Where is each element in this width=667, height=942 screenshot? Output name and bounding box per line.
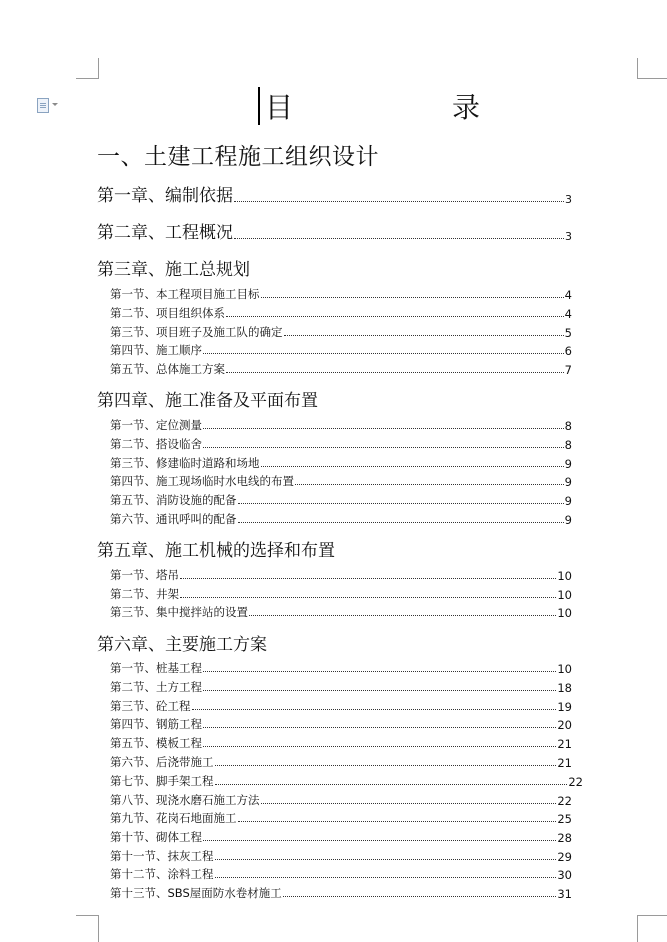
toc-dot-leader — [226, 372, 564, 373]
toc-dot-leader — [215, 784, 568, 785]
toc-title — [265, 88, 480, 124]
toc-entry-label: 第五节、总体施工方案 — [110, 362, 225, 376]
toc-section-entry[interactable] — [110, 885, 572, 901]
toc-entry-label: 第八节、现浇水磨石施工方法 — [110, 793, 260, 807]
toc-page-number: 25 — [557, 812, 572, 826]
toc-page-number: 10 — [557, 569, 572, 583]
toc-entry-label: 第五节、模板工程 — [110, 736, 202, 750]
toc-entry-label: 第三节、修建临时道路和场地 — [110, 456, 260, 470]
toc-entry-label: 第三节、砼工程 — [110, 699, 191, 713]
toc-dot-leader — [234, 201, 564, 202]
toc-entry-label: 第九节、花岗石地面施工 — [110, 811, 237, 825]
toc-entry-label: 第二节、土方工程 — [110, 680, 202, 694]
toc-chapter-entry[interactable] — [97, 181, 572, 206]
toc-title-char-1: 目 — [265, 91, 294, 124]
toc-entry-label: 第二节、井架 — [110, 587, 179, 601]
toc-page-number: 8 — [564, 419, 572, 433]
toc-section-entry[interactable] — [110, 586, 572, 602]
page-corner-bottom-left — [76, 915, 99, 942]
page-corner-top-right — [637, 58, 667, 79]
toc-page-number: 22 — [568, 775, 583, 789]
toc-section-entry[interactable] — [110, 829, 572, 845]
toc-page-number: 9 — [564, 513, 572, 527]
toc-dot-leader — [261, 803, 557, 804]
toc-entry-label: 第五章、施工机械的选择和布置 — [97, 541, 335, 561]
toc-entry-label: 第十节、砌体工程 — [110, 830, 202, 844]
toc-dot-leader — [284, 335, 564, 336]
toc-section-entry[interactable] — [110, 361, 572, 377]
toc-dot-leader — [203, 353, 564, 354]
toc-dot-leader — [238, 503, 564, 504]
toc-page-number: 3 — [565, 193, 572, 206]
toc-section-entry[interactable] — [110, 511, 572, 527]
toc-chapter-heading[interactable] — [97, 536, 572, 561]
page-corner-top-left — [76, 58, 99, 79]
toc-entry-label: 第二节、项目组织体系 — [110, 306, 225, 320]
toc-page-number: 8 — [564, 438, 572, 452]
toc-chapter-heading[interactable] — [97, 386, 572, 411]
toc-section-entry[interactable] — [110, 735, 572, 751]
toc-page-number: 6 — [564, 344, 572, 358]
toc-section-entry[interactable] — [110, 305, 572, 321]
toc-dot-leader — [238, 821, 557, 822]
toc-section-entry[interactable] — [110, 716, 572, 732]
toc-page-number: 10 — [557, 662, 572, 676]
toc-chapter-heading[interactable] — [97, 630, 572, 655]
toc-section-entry[interactable] — [110, 567, 572, 583]
toc-page-number: 18 — [557, 681, 572, 695]
toc-dot-leader — [215, 765, 557, 766]
toc-section-entry[interactable] — [110, 792, 572, 808]
toc-entry-label: 第二章、工程概况 — [97, 223, 233, 243]
toc-dot-leader — [203, 428, 564, 429]
toc-section-entry[interactable] — [110, 773, 583, 789]
toc-section-entry[interactable] — [110, 492, 572, 508]
toc-page-number: 5 — [564, 326, 572, 340]
toc-chapter-heading[interactable] — [97, 255, 572, 280]
toc-entry-label: 第三节、项目班子及施工队的确定 — [110, 325, 283, 339]
toc-section-entry[interactable] — [110, 604, 572, 620]
toc-page-number: 4 — [564, 307, 572, 321]
toc-page-number: 31 — [557, 887, 572, 901]
toc-page-number: 10 — [557, 606, 572, 620]
toc-page-number: 9 — [564, 494, 572, 508]
toc-entry-label: 第三章、施工总规划 — [97, 260, 250, 280]
toc-dot-leader — [203, 727, 556, 728]
toc-entry-label: 第七节、脚手架工程 — [110, 774, 214, 788]
toc-section-entry[interactable] — [110, 473, 572, 489]
toc-entry-label: 第一章、编制依据 — [97, 186, 233, 206]
toc-entry-label: 第三节、集中搅拌站的设置 — [110, 605, 248, 619]
toc-page-number: 19 — [557, 700, 572, 714]
toc-section-entry[interactable] — [110, 455, 572, 471]
toc-dot-leader — [249, 615, 556, 616]
toc-dot-leader — [261, 297, 564, 298]
toc-entry-label: 第一节、塔吊 — [110, 568, 179, 582]
toc-chapter-entry[interactable] — [97, 218, 572, 243]
toc-entry-label: 第二节、搭设临舍 — [110, 437, 202, 451]
toc-entry-label: 第四章、施工准备及平面布置 — [97, 391, 318, 411]
toc-page-number: 7 — [564, 363, 572, 377]
toc-entry-label: 第六章、主要施工方案 — [97, 635, 267, 655]
toc-entry-label: 第一节、桩基工程 — [110, 661, 202, 675]
toc-dot-leader — [261, 466, 564, 467]
toc-dot-leader — [295, 484, 564, 485]
toc-dot-leader — [203, 690, 556, 691]
toc-section-entry[interactable] — [110, 342, 572, 358]
toc-section-entry[interactable] — [110, 436, 572, 452]
toc-dot-leader — [226, 316, 564, 317]
toc-page-number: 10 — [557, 588, 572, 602]
document-icon — [37, 98, 49, 113]
toc-entry-label: 第六节、通讯呼叫的配备 — [110, 512, 237, 526]
toc-entry-label: 第十三节、SBS屋面防水卷材施工 — [110, 886, 282, 900]
toc-page-number: 9 — [564, 475, 572, 489]
toc-page-number: 20 — [557, 718, 572, 732]
toc-section-entry[interactable] — [110, 324, 572, 340]
toc-section-entry[interactable] — [110, 866, 572, 882]
toc-page-number: 21 — [557, 737, 572, 751]
toc-dot-leader — [238, 522, 564, 523]
toc-dot-leader — [203, 840, 556, 841]
toc-entry-label: 第四节、钢筋工程 — [110, 717, 202, 731]
toc-page-number: 22 — [557, 794, 572, 808]
toc-section-entry[interactable] — [110, 848, 572, 864]
toc-section-entry[interactable] — [110, 754, 572, 770]
toc-entry-label: 第五节、消防设施的配备 — [110, 493, 237, 507]
text-cursor — [258, 87, 260, 125]
toc-dot-leader — [192, 709, 557, 710]
toc-dot-leader — [203, 671, 556, 672]
toc-entry-label: 第四节、施工现场临时水电线的布置 — [110, 474, 294, 488]
toc-dot-leader — [203, 746, 556, 747]
toc-entry-label: 第一节、定位测量 — [110, 418, 202, 432]
toc-page-number: 29 — [557, 850, 572, 864]
toc-page-number: 3 — [565, 230, 572, 243]
toc-section-entry[interactable] — [110, 679, 572, 695]
toc-section-entry[interactable] — [110, 286, 572, 302]
toc-entry-label: 第十二节、涂料工程 — [110, 867, 214, 881]
toc-page-number: 4 — [564, 288, 572, 302]
toc-page-number: 28 — [557, 831, 572, 845]
toc-entry-label: 第一节、本工程项目施工目标 — [110, 287, 260, 301]
toc-title-char-2: 录 — [451, 91, 480, 124]
toc-dot-leader — [180, 597, 556, 598]
toc-page-number: 21 — [557, 756, 572, 770]
toc-entry-label: 第六节、后浇带施工 — [110, 755, 214, 769]
toc-page-number: 9 — [564, 457, 572, 471]
toc-page-number: 30 — [557, 868, 572, 882]
toc-dot-leader — [203, 447, 564, 448]
toc-section-entry[interactable] — [110, 698, 572, 714]
section-title: 一、土建工程施工组织设计 — [97, 144, 379, 170]
toc-dot-leader — [234, 238, 564, 239]
toc-dot-leader — [283, 896, 557, 897]
page-corner-bottom-right — [637, 915, 667, 942]
toc-section-entry[interactable] — [110, 810, 572, 826]
toc-entry-label: 第十一节、抹灰工程 — [110, 849, 214, 863]
toc-entry-label: 第四节、施工顺序 — [110, 343, 202, 357]
paragraph-options-icon[interactable] — [37, 98, 63, 112]
toc-dot-leader — [215, 877, 557, 878]
toc-dot-leader — [180, 578, 556, 579]
toc-dot-leader — [215, 859, 557, 860]
toc-section-entry[interactable] — [110, 660, 572, 676]
toc-section-entry[interactable] — [110, 417, 572, 433]
caret-down-icon — [52, 103, 58, 106]
